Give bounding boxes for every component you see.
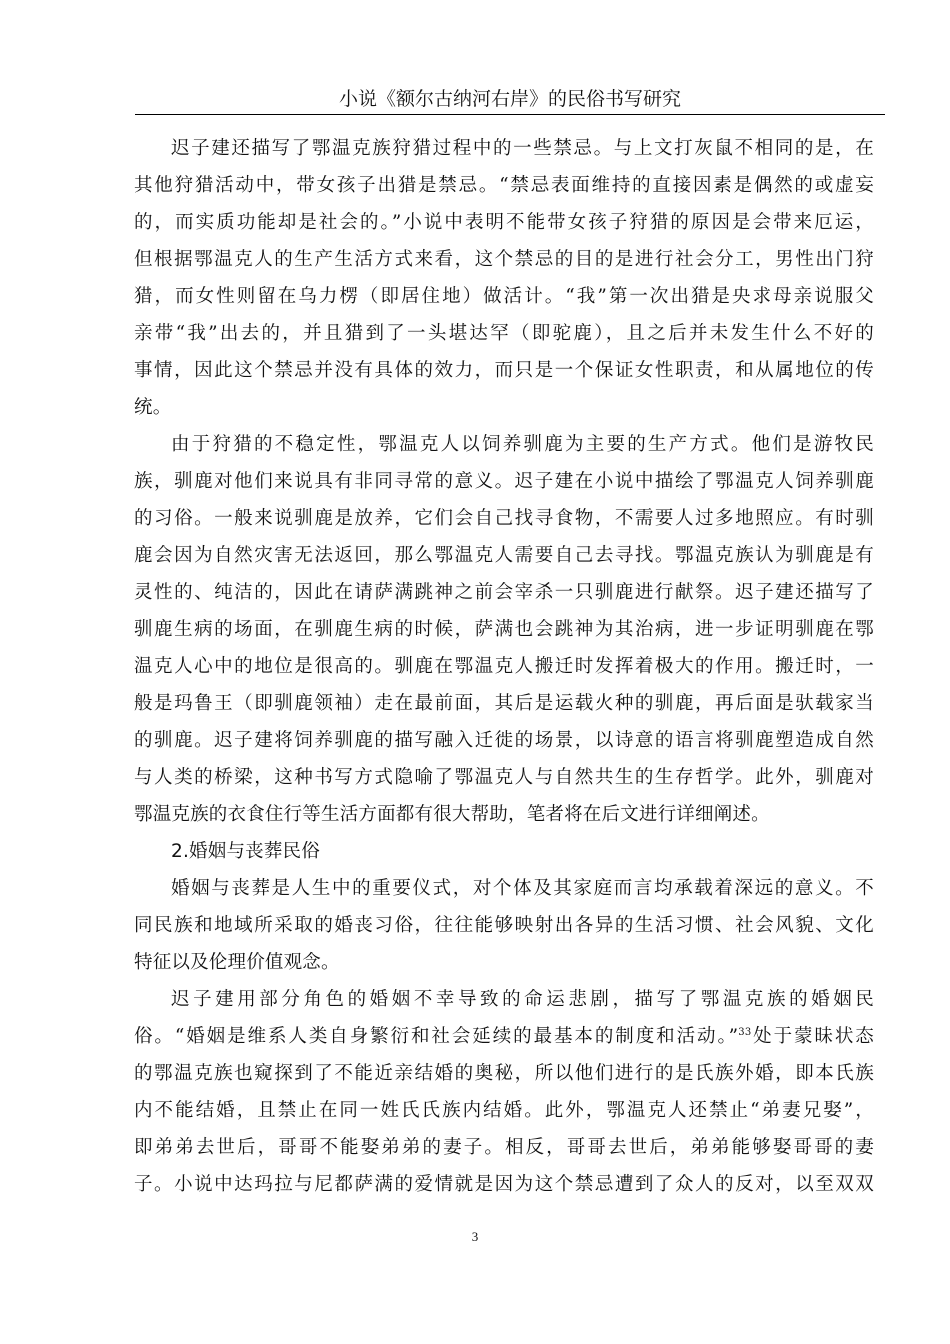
header-title: 小说《额尔古纳河右岸》的民俗书写研究 [338, 88, 681, 110]
section-heading: 2.婚姻与丧葬民俗 [171, 841, 320, 862]
text-line-with-footnote [134, 1018, 874, 1055]
paragraph-marriage-customs [134, 981, 874, 1203]
text-line: 统。 [134, 397, 172, 418]
text-line: 与人类的桥梁，这种书写方式隐喻了鄂温克人与自然共生的生存哲学。此外，驯鹿对 [134, 767, 874, 788]
paragraph-marriage-funeral-intro [134, 870, 874, 981]
paragraph-reindeer [134, 426, 874, 833]
page-header [135, 84, 885, 115]
text-line: 温克人心中的地位是很高的。驯鹿在鄂温克人搬迁时发挥着极大的作用。搬迁时，一 [134, 656, 874, 677]
text-line: 事情，因此这个禁忌并没有具体的效力，而只是一个保证女性职责，和从属地位的传 [134, 360, 874, 381]
text-segment: 处于蒙昧状态 [751, 1026, 875, 1047]
paragraph-hunting-taboo [134, 130, 874, 426]
text-line: 即弟弟去世后，哥哥不能娶弟弟的妻子。相反，哥哥去世后，弟弟能够娶哥哥的妻 [134, 1137, 874, 1158]
text-line: 但根据鄂温克人的生产生活方式来看，这个禁忌的目的是进行社会分工，男性出门狩 [134, 249, 874, 270]
text-line: 的鄂温克族也窥探到了不能近亲结婚的奥秘，所以他们进行的是氏族外婚，即本氏族 [134, 1063, 874, 1084]
text-line: 子。小说中达玛拉与尼都萨满的爱情就是因为这个禁忌遭到了众人的反对，以至双双 [134, 1174, 874, 1195]
page-number: 3 [471, 1229, 479, 1244]
text-line: 驯鹿生病的场面，在驯鹿生病的时候，萨满也会跳神为其治病，进一步证明驯鹿在鄂 [134, 619, 874, 640]
text-line: 的习俗。一般来说驯鹿是放养，它们会自己找寻食物，不需要人过多地照应。有时驯 [134, 508, 874, 529]
text-line: 迟子建用部分角色的婚姻不幸导致的命运悲剧，描写了鄂温克族的婚姻民 [171, 989, 874, 1010]
text-line: 特征以及伦理价值观念。 [134, 952, 340, 973]
text-line: 由于狩猎的不稳定性，鄂温克人以饲养驯鹿为主要的生产方式。他们是游牧民 [171, 434, 874, 455]
text-line: 同民族和地域所采取的婚丧习俗，往往能够映射出各异的生活习惯、社会风貌、文化 [134, 915, 874, 936]
text-segment: 俗。“婚姻是维系人类自身繁衍和社会延续的最基本的制度和活动。” [134, 1026, 739, 1047]
text-line: 鹿会因为自然灾害无法返回，那么鄂温克人需要自己去寻找。鄂温克族认为驯鹿是有 [134, 545, 874, 566]
text-line: 迟子建还描写了鄂温克族狩猎过程中的一些禁忌。与上文打灰鼠不相同的是，在 [171, 138, 874, 159]
text-line: 其他狩猎活动中，带女孩子出猎是禁忌。“禁忌表面维持的直接因素是偶然的或虚妄 [134, 175, 874, 196]
text-line: 族，驯鹿对他们来说具有非同寻常的意义。迟子建在小说中描绘了鄂温克人饲养驯鹿 [134, 471, 874, 492]
footnote-reference[interactable]: 33 [738, 1026, 752, 1038]
text-line: 婚姻与丧葬是人生中的重要仪式，对个体及其家庭而言均承载着深远的意义。不 [171, 878, 874, 899]
text-line: 般是玛鲁王（即驯鹿领袖）走在最前面，其后是运载火种的驯鹿，再后面是驮载家当 [134, 693, 874, 714]
text-line: 鄂温克族的衣食住行等生活方面都有很大帮助，笔者将在后文进行详细阐述。 [134, 804, 770, 825]
text-line: 内不能结婚，且禁止在同一姓氏氏族内结婚。此外，鄂温克人还禁止“弟妻兄娶”， [134, 1100, 874, 1121]
document-body [134, 130, 874, 1203]
text-line: 猎，而女性则留在乌力楞（即居住地）做活计。“我”第一次出猎是央求母亲说服父 [134, 286, 874, 307]
text-line: 灵性的、纯洁的，因此在请萨满跳神之前会宰杀一只驯鹿进行献祭。迟子建还描写了 [134, 582, 874, 603]
text-line: 的，而实质功能却是社会的。”小说中表明不能带女孩子狩猎的原因是会带来厄运， [134, 212, 874, 233]
text-line: 亲带“我”出去的，并且猎到了一头堪达罕（即驼鹿），且之后并未发生什么不好的 [134, 323, 874, 344]
text-line: 的驯鹿。迟子建将饲养驯鹿的描写融入迁徙的场景，以诗意的语言将驯鹿塑造成自然 [134, 730, 874, 751]
